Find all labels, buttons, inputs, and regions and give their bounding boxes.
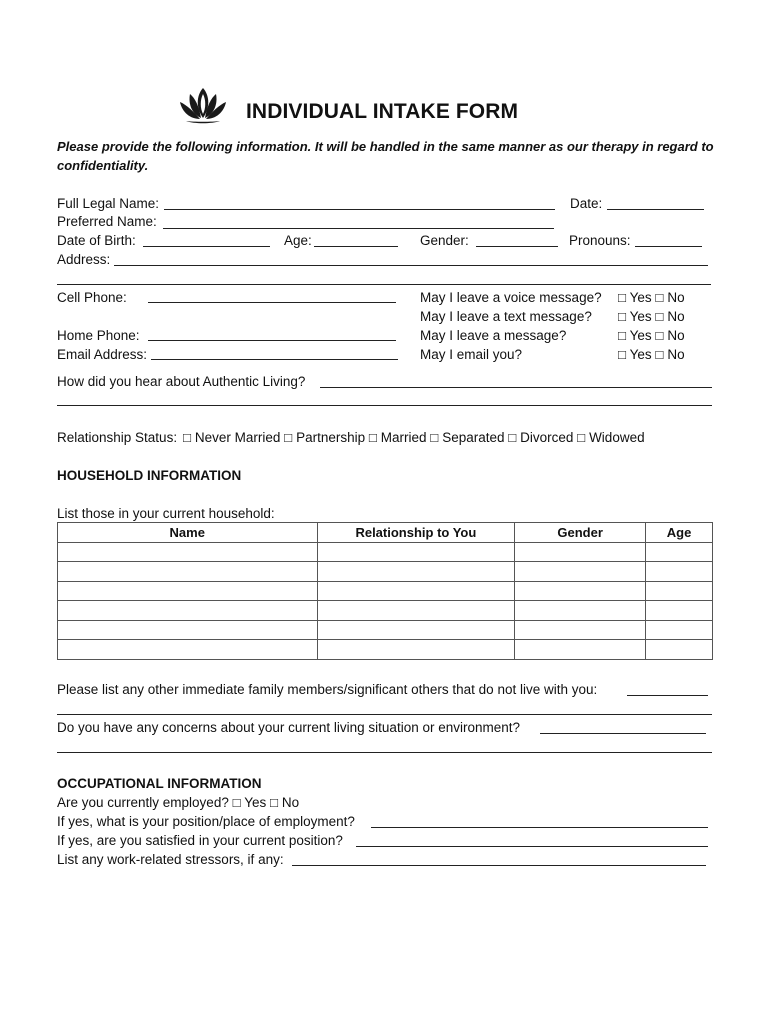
table-cell[interactable] bbox=[317, 581, 515, 601]
date-field[interactable] bbox=[607, 209, 704, 210]
full-legal-name-label: Full Legal Name: bbox=[57, 196, 160, 211]
how-heard-field-line-2[interactable] bbox=[57, 405, 712, 406]
how-heard-label: How did you hear about Authentic Living? bbox=[57, 374, 306, 389]
other-family-label: Please list any other immediate family members/significant others that do not live with you: bbox=[57, 682, 598, 697]
table-cell[interactable] bbox=[317, 640, 515, 660]
leave-message-yes-no[interactable]: □ Yes □ No bbox=[618, 328, 685, 343]
age-label: Age: bbox=[284, 233, 312, 248]
email-yes-no[interactable]: □ Yes □ No bbox=[618, 347, 685, 362]
table-cell[interactable] bbox=[58, 581, 318, 601]
home-phone-label: Home Phone: bbox=[57, 328, 140, 343]
address-label: Address: bbox=[57, 252, 111, 267]
table-row bbox=[58, 601, 713, 621]
employed-question[interactable]: Are you currently employed? □ Yes □ No bbox=[57, 795, 300, 810]
table-row bbox=[58, 620, 713, 640]
cell-phone-field[interactable] bbox=[148, 302, 396, 303]
table-cell[interactable] bbox=[317, 542, 515, 562]
household-list-label: List those in your current household: bbox=[57, 506, 275, 521]
table-cell[interactable] bbox=[515, 601, 646, 621]
text-message-yes-no[interactable]: □ Yes □ No bbox=[618, 309, 685, 324]
gender-field[interactable] bbox=[476, 246, 558, 247]
age-field[interactable] bbox=[314, 246, 398, 247]
table-cell[interactable] bbox=[515, 542, 646, 562]
table-row bbox=[58, 640, 713, 660]
satisfied-label: If yes, are you satisfied in your current position? bbox=[57, 833, 343, 848]
table-cell[interactable] bbox=[646, 542, 713, 562]
satisfied-field[interactable] bbox=[356, 846, 708, 847]
lotus-logo-icon bbox=[178, 86, 228, 126]
table-row bbox=[58, 581, 713, 601]
living-concerns-field-line-2[interactable] bbox=[57, 752, 712, 753]
email-question: May I email you? bbox=[420, 347, 523, 362]
home-phone-field[interactable] bbox=[148, 340, 396, 341]
preferred-name-field[interactable] bbox=[163, 228, 554, 229]
date-label: Date: bbox=[570, 196, 603, 211]
table-cell[interactable] bbox=[317, 620, 515, 640]
table-cell[interactable] bbox=[646, 562, 713, 582]
household-heading: HOUSEHOLD INFORMATION bbox=[57, 468, 242, 483]
position-field[interactable] bbox=[371, 827, 708, 828]
column-relationship: Relationship to You bbox=[317, 523, 515, 543]
table-cell[interactable] bbox=[58, 640, 318, 660]
table-cell[interactable] bbox=[646, 601, 713, 621]
cell-phone-label: Cell Phone: bbox=[57, 290, 127, 305]
gender-label: Gender: bbox=[420, 233, 469, 248]
address-field[interactable] bbox=[114, 265, 708, 266]
email-address-field[interactable] bbox=[151, 359, 398, 360]
table-cell[interactable] bbox=[58, 542, 318, 562]
table-cell[interactable] bbox=[515, 640, 646, 660]
table-cell[interactable] bbox=[317, 562, 515, 582]
column-age: Age bbox=[646, 523, 713, 543]
table-cell[interactable] bbox=[58, 620, 318, 640]
other-family-field-line-2[interactable] bbox=[57, 714, 712, 715]
relationship-status-options[interactable]: □ Never Married □ Partnership □ Married □ Separated □ Divorced □ Widowed bbox=[183, 430, 645, 445]
column-name: Name bbox=[58, 523, 318, 543]
pronouns-label: Pronouns: bbox=[569, 233, 631, 248]
table-cell[interactable] bbox=[646, 640, 713, 660]
table-row bbox=[58, 562, 713, 582]
form-title: INDIVIDUAL INTAKE FORM bbox=[246, 100, 519, 123]
address-field-line-2[interactable] bbox=[57, 284, 711, 285]
voice-message-question: May I leave a voice message? bbox=[420, 290, 602, 305]
text-message-question: May I leave a text message? bbox=[420, 309, 592, 324]
position-label: If yes, what is your position/place of employment? bbox=[57, 814, 355, 829]
pronouns-field[interactable] bbox=[635, 246, 702, 247]
table-cell[interactable] bbox=[515, 620, 646, 640]
email-address-label: Email Address: bbox=[57, 347, 148, 362]
stressors-label: List any work-related stressors, if any: bbox=[57, 852, 284, 867]
intro-text: Please provide the following information. It will be handled in the same manner as our therapy in regard to confidentiality. bbox=[57, 139, 714, 173]
date-of-birth-field[interactable] bbox=[143, 246, 270, 247]
household-table-header bbox=[58, 523, 713, 543]
living-concerns-label: Do you have any concerns about your current living situation or environment? bbox=[57, 720, 521, 735]
column-gender: Gender bbox=[515, 523, 646, 543]
table-cell[interactable] bbox=[515, 581, 646, 601]
table-row bbox=[58, 542, 713, 562]
leave-message-question: May I leave a message? bbox=[420, 328, 567, 343]
table-cell[interactable] bbox=[58, 562, 318, 582]
household-table bbox=[57, 522, 713, 660]
how-heard-field[interactable] bbox=[320, 387, 712, 388]
table-cell[interactable] bbox=[317, 601, 515, 621]
occupation-heading: OCCUPATIONAL INFORMATION bbox=[57, 776, 262, 791]
date-of-birth-label: Date of Birth: bbox=[57, 233, 136, 248]
table-cell[interactable] bbox=[58, 601, 318, 621]
relationship-status-label: Relationship Status: bbox=[57, 430, 178, 445]
table-cell[interactable] bbox=[646, 581, 713, 601]
preferred-name-label: Preferred Name: bbox=[57, 214, 157, 229]
table-cell[interactable] bbox=[515, 562, 646, 582]
other-family-field[interactable] bbox=[627, 695, 708, 696]
voice-message-yes-no[interactable]: □ Yes □ No bbox=[618, 290, 685, 305]
full-legal-name-field[interactable] bbox=[164, 209, 555, 210]
living-concerns-field[interactable] bbox=[540, 733, 706, 734]
stressors-field[interactable] bbox=[292, 865, 706, 866]
table-cell[interactable] bbox=[646, 620, 713, 640]
